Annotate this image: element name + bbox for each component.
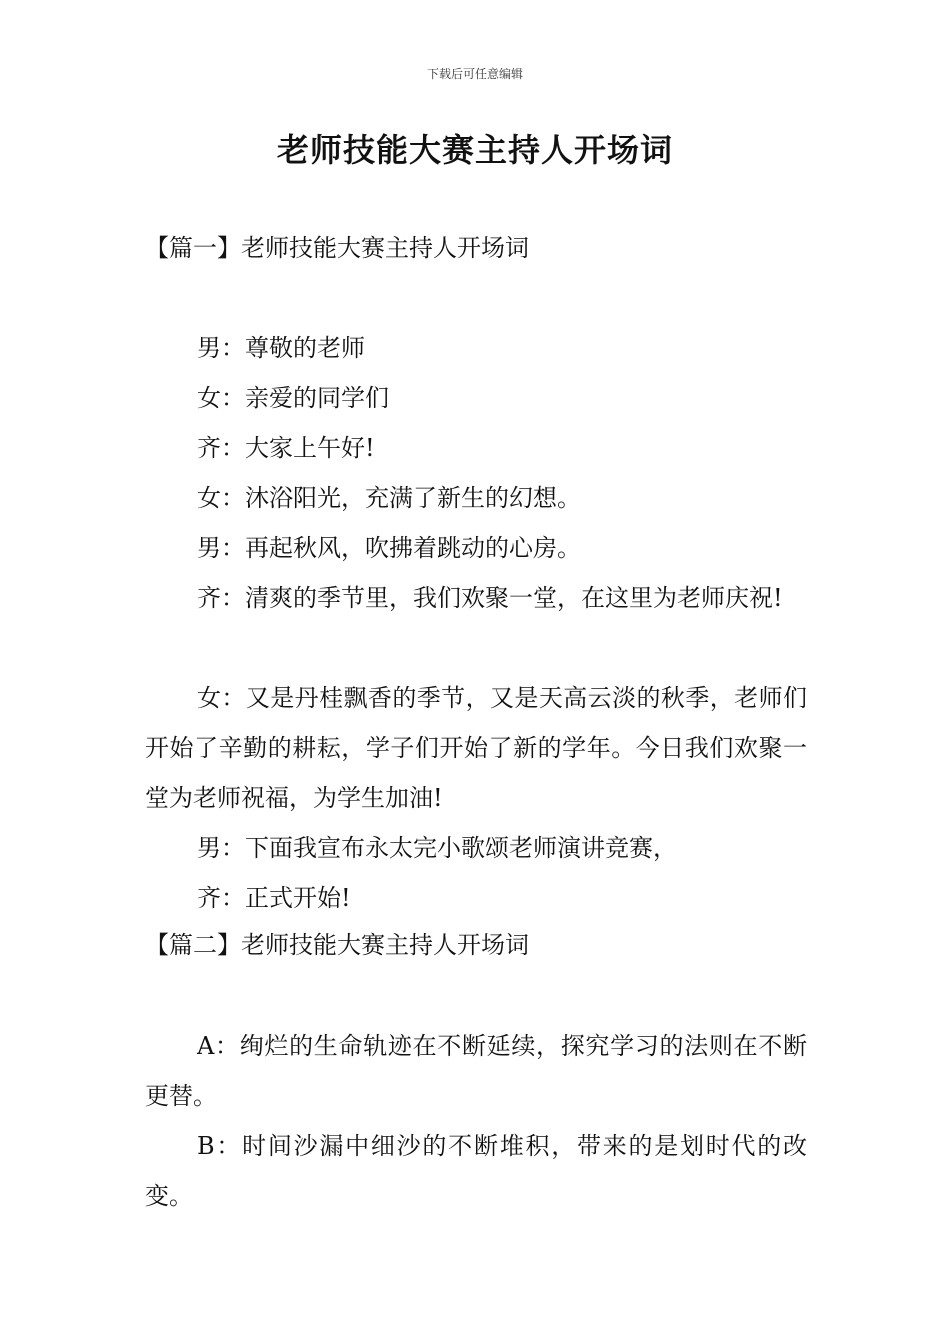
paragraph: 男：下面我宣布永太完小歌颂老师演讲竞赛， <box>197 834 677 862</box>
paragraph: 男：尊敬的老师 <box>197 334 365 362</box>
paragraph: 齐：大家上午好! <box>197 434 375 462</box>
paragraph: 女：沐浴阳光，充满了新生的幻想。 <box>197 484 581 512</box>
section-heading-2: 【篇二】老师技能大赛主持人开场词 <box>145 931 529 959</box>
header-note: 下载后可任意编辑 <box>426 67 523 81</box>
paragraph: 女：亲爱的同学们 <box>197 384 389 412</box>
document-title: 老师技能大赛主持人开场词 <box>276 131 673 169</box>
paragraph: 男：再起秋风，吹拂着跳动的心房。 <box>197 534 581 562</box>
section-heading-1: 【篇一】老师技能大赛主持人开场词 <box>145 234 529 262</box>
paragraph: 齐：清爽的季节里，我们欢聚一堂，在这里为老师庆祝! <box>197 584 783 612</box>
paragraph: B：时间沙漏中细沙的不断堆积，带来的是划时代的改变。 <box>145 1132 807 1210</box>
paragraph: A：绚烂的生命轨迹在不断延续，探究学习的法则在不断更替。 <box>145 1032 807 1110</box>
paragraph: 女：又是丹桂飘香的季节，又是天高云淡的秋季，老师们开始了辛勤的耕耘，学子们开始了新的学年。今日我们欢聚一堂为老师祝福，为学生加油! <box>145 684 807 812</box>
paragraph: 齐：正式开始! <box>197 884 351 912</box>
